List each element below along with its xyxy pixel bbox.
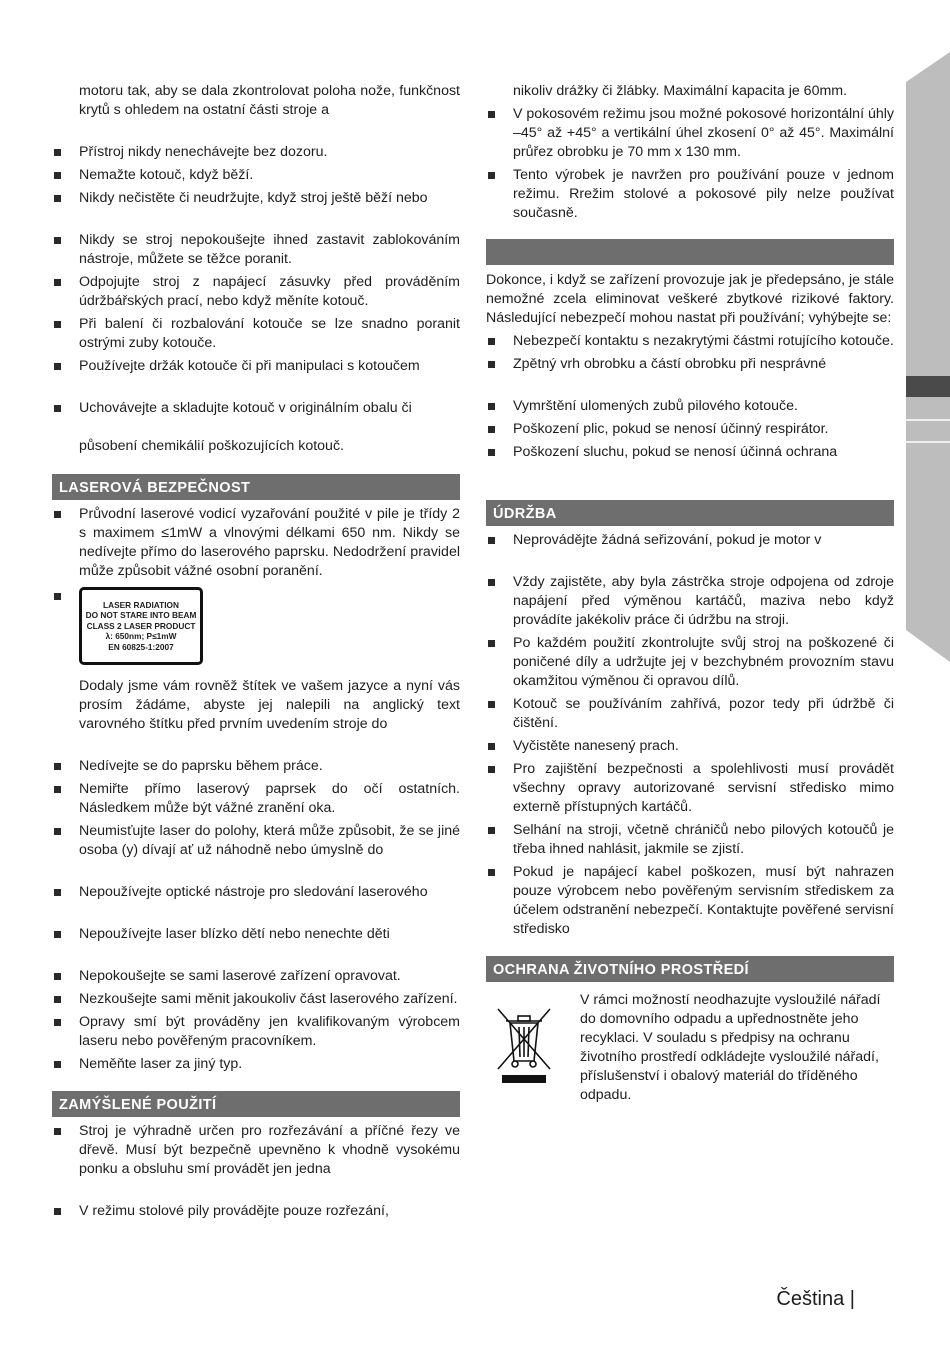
bullet-item: Tento výrobek je navržen pro používání pouze v jednom režimu. Rrežim stolové a pokosové pily nelze používat současně. <box>486 166 894 223</box>
bullet-item: Neumisťujte laser do polohy, která může způsobit, že se jiné osoba (y) dívají ať už náhodně nebo úmyslně do <box>52 822 460 860</box>
bullet-item: Nebezpečí kontaktu s nezakrytými částmi rotujícího kotouče. <box>486 332 894 351</box>
bullet-item: Nikdy se stroj nepokoušejte ihned zastavit zablokováním nástroje, můžete se těžce poranit. <box>52 231 460 269</box>
bullet-item: Neprovádějte žádná seřizování, pokud je motor v <box>486 531 894 550</box>
section-heading <box>486 239 894 265</box>
bullet-item: Přístroj nikdy nenechávejte bez dozoru. <box>52 143 460 162</box>
bullet-item: Pokud je napájecí kabel poškozen, musí být nahrazen pouze výrobcem nebo pověřeným servisním střediskem za účelem odstranění nebezpečí. Kontaktujte pověřené servisní středisko <box>486 863 894 939</box>
section-heading: LASEROVÁ BEZPEČNOST <box>52 474 460 500</box>
side-tab <box>906 52 950 662</box>
bullet-item: Používejte držák kotouče či při manipulaci s kotoučem <box>52 357 460 376</box>
label-line: CLASS 2 LASER PRODUCT <box>86 620 196 631</box>
environment-block <box>486 991 894 1105</box>
bullet-item: V pokosovém režimu jsou možné pokosové horizontální úhly –45° až +45° a vertikální úhel zkosení 0° až 45°. Maximální průřez obrobku je 70 mm x 130 mm. <box>486 105 894 162</box>
bullet-item: Opravy smí být prováděny jen kvalifikovaným výrobcem laseru nebo pověřeným pracovníkem. <box>52 1013 460 1051</box>
label-line: EN 60825-1:2007 <box>108 641 174 652</box>
bullet-item: Vyčistěte nanesený prach. <box>486 737 894 756</box>
side-tab-strip <box>906 52 950 662</box>
bullet-item: Nikdy nečistěte či neudržujte, když stroj ještě běží nebo <box>52 189 460 208</box>
bullet-item: Zpětný vrh obrobku a částí obrobku při nesprávné <box>486 355 894 374</box>
bullet-item: Vymrštění ulomených zubů pilového kotouče. <box>486 397 894 416</box>
paragraph: V rámci možností neodhazujte vysloužilé nářadí do domovního odpadu a upřednostněte jeho recyklaci. V souladu s předpisy na ochranu životního prostředí odkládejte vysloužilé nářadí, příslušenství i obalový materiál do tříděného odpadu. <box>580 992 881 1103</box>
bullet-item: Nepokoušejte se sami laserové zařízení opravovat. <box>52 967 460 986</box>
paragraph: Dodaly jsme vám rovněž štítek ve vašem jazyce a nyní vás prosím žádáme, abyste jej nalepili na anglický text varovného štítku před prvním uvedením stroje do <box>79 678 460 732</box>
bullet-item: Pro zajištění bezpečnosti a spolehlivosti musí provádět všechny opravy autorizované servisní středisko mimo externě přístupných kartáčů. <box>486 760 894 817</box>
paragraph: působení chemikálií poškozujících kotouč. <box>79 438 344 454</box>
bullet-item: Kotouč se používáním zahřívá, pozor tedy při údržbě či čištění. <box>486 695 894 733</box>
label-line: LASER RADIATION <box>103 599 179 610</box>
bullet-item: Uchovávejte a skladujte kotouč v originálním obalu či <box>52 399 460 418</box>
weee-bin-icon <box>486 991 580 1105</box>
side-tab-active <box>906 376 950 397</box>
bullet-item: Po každém použití zkontrolujte svůj stroj na poškozené či poničené díly a udržujte jej v bezchybném provozním stavu okamžitou výměnou či opravou dílů. <box>486 634 894 691</box>
page-footer-language: Čeština | <box>776 1288 855 1310</box>
bullet-item: Nepoužívejte laser blízko dětí nebo nenechte děti <box>52 925 460 944</box>
section-heading: ZAMÝŠLENÉ POUŽITÍ <box>52 1091 460 1117</box>
paragraph: nikoliv drážky či žlábky. Maximální kapacita je 60mm. <box>513 83 848 99</box>
bullet-item: Poškození plic, pokud se nenosí účinný respirátor. <box>486 420 894 439</box>
bullet-item: Nedívejte se do paprsku během práce. <box>52 757 460 776</box>
bullet-item: Nepoužívejte optické nástroje pro sledování laserového <box>52 883 460 902</box>
bullet-item: Nezkoušejte sami měnit jakoukoliv část laserového zařízení. <box>52 990 460 1009</box>
laser-warning-label <box>79 587 203 665</box>
section-heading: OCHRANA ŽIVOTNÍHO PROSTŘEDÍ <box>486 956 894 982</box>
section-heading: ÚDRŽBA <box>486 500 894 526</box>
bullet-item: Nemažte kotouč, když běží. <box>52 166 460 185</box>
paragraph: Dokonce, i když se zařízení provozuje jak je předepsáno, je stále nemožné zcela eliminovat veškeré zbytkové rizikové faktory. Následující nebezpečí mohou nastat při používání; vyhýbejte se: <box>486 272 894 326</box>
bullet-item: Vždy zajistěte, aby byla zástrčka stroje odpojena od zdroje napájení před výměnou kartáčů, maziva nebo když provádíte jakékoliv práce či údržbu na stroji. <box>486 573 894 630</box>
bullet-item: Při balení či rozbalování kotouče se lze snadno poranit ostrými zuby kotouče. <box>52 315 460 353</box>
label-line: λ: 650nm; P≤1mW <box>105 631 177 642</box>
bullet-item: Odpojujte stroj z napájecí zásuvky před prováděním údržbářských prací, nebo když měníte kotouč. <box>52 273 460 311</box>
bullet-item: Selhání na stroji, včetně chráničů nebo pilových kotoučů je třeba ihned nahlásit, jakmile se zjistí. <box>486 821 894 859</box>
bullet-item: Průvodní laserové vodicí vyzařování použité v pile je třídy 2 s maximem ≤1mW a vlnovými délkami 650 nm. Nikdy se nedívejte přímo do laserového paprsku. Nedodržení pravidel může způsobit vážné osobní poranění. <box>52 505 460 581</box>
bullet-item: Neměňte laser za jiný typ. <box>52 1055 460 1074</box>
left-column <box>52 78 460 1221</box>
bullet-item: Poškození sluchu, pokud se nenosí účinná ochrana <box>486 443 894 462</box>
paragraph: motoru tak, aby se dala zkontrolovat poloha nože, funkčnost krytů s ohledem na ostatní části stroje a <box>79 83 460 118</box>
bullet-item: Stroj je výhradně určen pro rozřezávání a příčné řezy ve dřevě. Musí být bezpečně upevněno k vhodně vysokému ponku a obsluhu smí provádět jen jedna <box>52 1122 460 1179</box>
bullet-item: V režimu stolové pily provádějte pouze rozřezání, <box>52 1202 460 1221</box>
bullet-item: Nemiřte přímo laserový paprsek do očí ostatních. Následkem může být vážné zranění oka. <box>52 780 460 818</box>
label-line: DO NOT STARE INTO BEAM <box>85 610 197 621</box>
right-column <box>486 78 894 1105</box>
